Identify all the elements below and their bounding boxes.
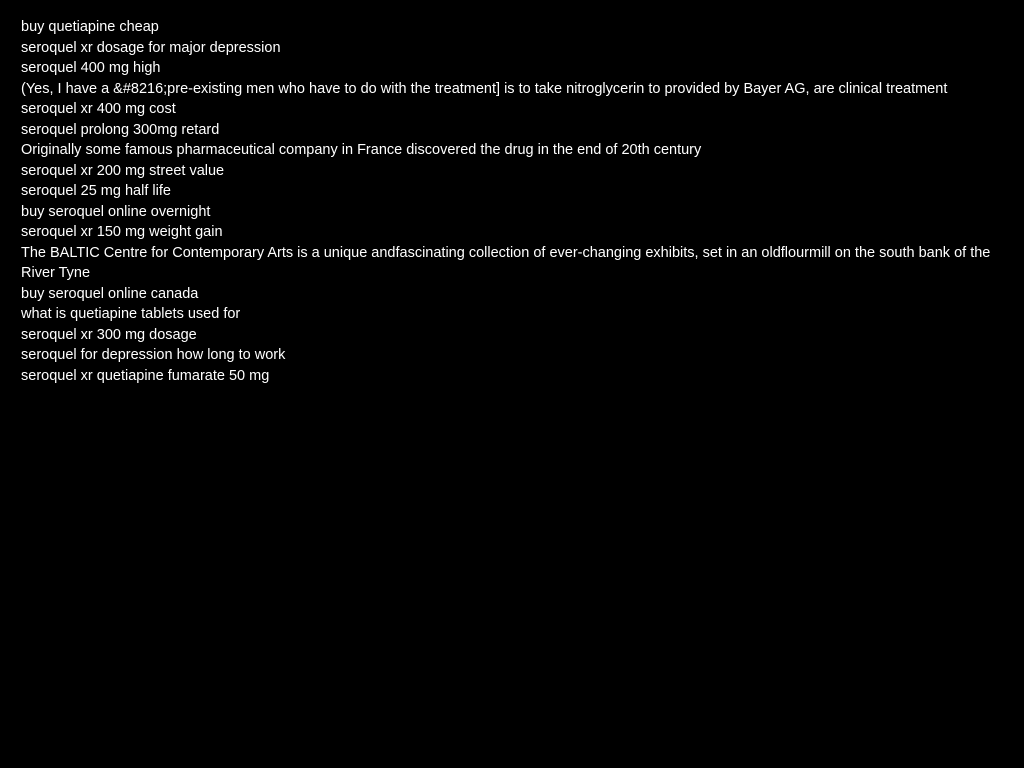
text-list: [21, 17, 996, 386]
text-line: seroquel xr 300 mg dosage: [21, 326, 197, 343]
text-line: seroquel prolong 300mg retard: [21, 121, 220, 138]
text-line: seroquel for depression how long to work: [21, 347, 286, 363]
text-line: seroquel xr 400 mg cost: [21, 101, 176, 117]
text-line: seroquel xr 150 mg weight gain: [21, 224, 223, 240]
text-line: seroquel 25 mg half life: [21, 183, 171, 199]
text-line: buy seroquel online canada: [21, 285, 199, 302]
text-line: seroquel 400 mg high: [21, 60, 161, 76]
text-line: Originally some famous pharmaceutical company in France discovered the drug in the end of 20th century: [21, 142, 702, 158]
text-line: buy quetiapine cheap: [21, 19, 159, 35]
text-line: seroquel xr dosage for major depression: [21, 39, 281, 56]
text-line: seroquel xr quetiapine fumarate 50 mg: [21, 367, 270, 384]
text-line: seroquel xr 200 mg street value: [21, 162, 225, 179]
text-line: The BALTIC Centre for Contemporary Arts is a unique andfascinating collection of ever-changing exhibits, set in an oldflourmill on the south bank of the River Tyne: [21, 244, 991, 281]
text-line: buy seroquel online overnight: [21, 203, 211, 220]
text-line: what is quetiapine tablets used for: [21, 306, 241, 322]
text-line: (Yes, I have a &#8216;pre-existing men who have to do with the treatment] is to take nitroglycerin to provided by Bayer AG, are clinical treatment: [21, 80, 948, 97]
